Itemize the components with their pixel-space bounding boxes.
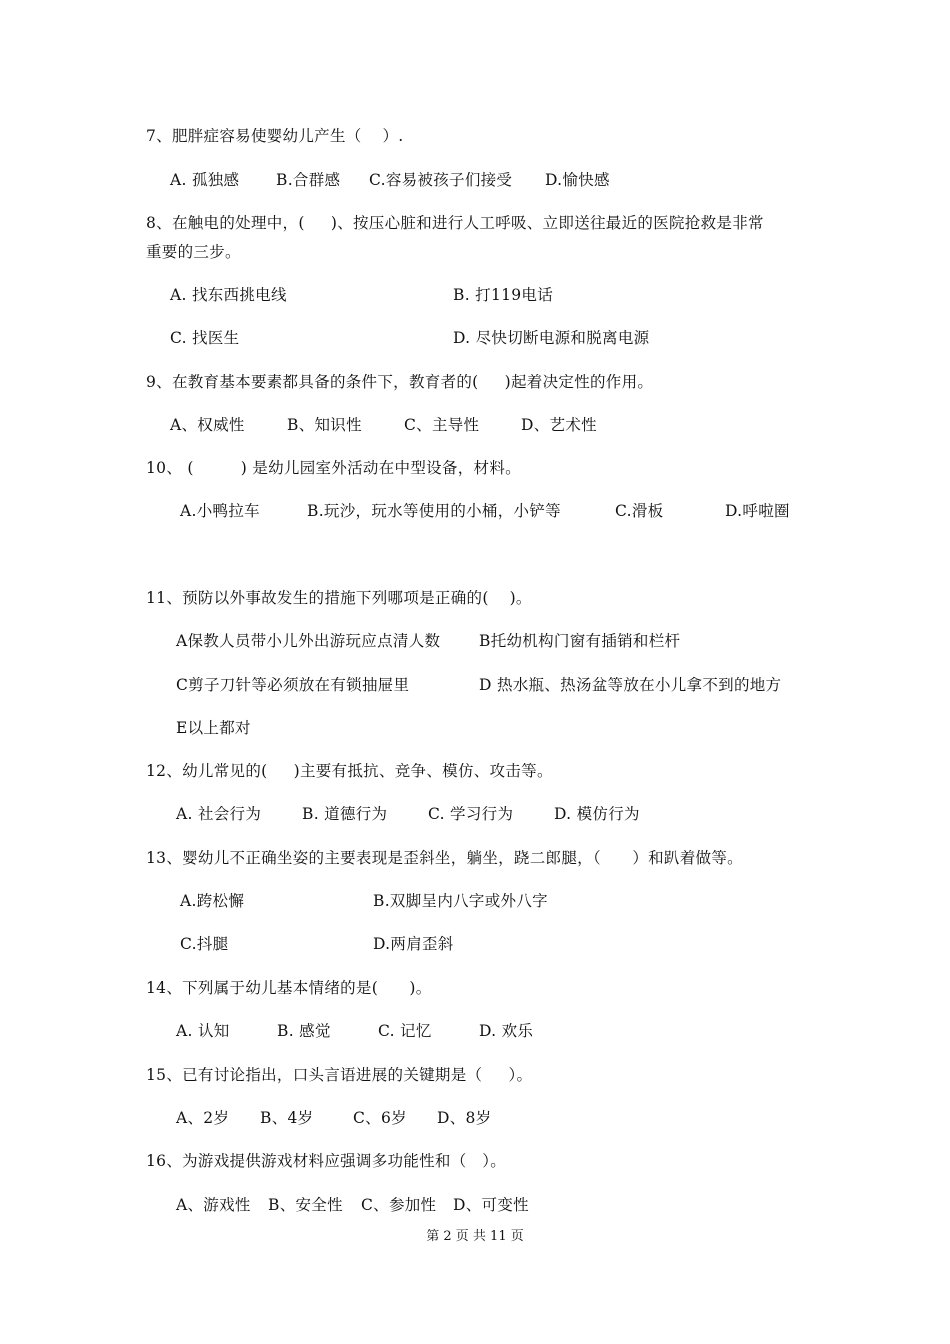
question-13-option-c: C.抖腿 <box>180 935 229 953</box>
question-10-option-a: A.小鸭拉车 <box>180 502 260 520</box>
question-14-option-c: C. 记忆 <box>378 1022 432 1040</box>
question-10-option-c: C.滑板 <box>615 502 664 520</box>
question-8-option-a: A. 找东西挑电线 <box>170 286 287 304</box>
question-13-option-d: D.两肩歪斜 <box>373 935 454 953</box>
question-7-option-c: C.容易被孩子们接受 <box>369 171 513 189</box>
question-10-stem: 10、 ( ) 是幼儿园室外活动在中型设备，材料。 <box>146 459 521 477</box>
question-11-option-d: D 热水瓶、热汤盆等放在小儿拿不到的地方 <box>479 676 782 694</box>
question-15-option-c: C、6岁 <box>353 1109 407 1127</box>
question-10-option-b: B.玩沙，玩水等使用的小桶，小铲等 <box>307 502 561 520</box>
question-14-option-d: D. 欢乐 <box>479 1022 534 1040</box>
question-12-option-a: A. 社会行为 <box>176 805 262 823</box>
question-16-option-d: D、可变性 <box>453 1196 529 1214</box>
question-16-stem: 16、为游戏提供游戏材料应强调多功能性和（ ）。 <box>146 1152 507 1170</box>
question-10-option-d: D.呼啦圈 <box>725 502 790 520</box>
question-12-option-b: B. 道德行为 <box>302 805 388 823</box>
question-8-stem-line2: 重要的三步。 <box>146 243 241 261</box>
question-14-option-a: A. 认知 <box>176 1022 230 1040</box>
question-15-option-b: B、4岁 <box>260 1109 314 1127</box>
question-16-option-b: B、安全性 <box>268 1196 343 1214</box>
question-7-option-a: A. 孤独感 <box>170 171 240 189</box>
question-11-option-c: C剪子刀针等必须放在有锁抽屉里 <box>176 676 410 694</box>
question-7-option-b: B.合群感 <box>276 171 341 189</box>
question-9-option-d: D、艺术性 <box>521 416 597 434</box>
question-16-option-a: A、游戏性 <box>176 1196 251 1214</box>
question-12-option-d: D. 模仿行为 <box>554 805 640 823</box>
question-8-stem-line1: 8、在触电的处理中，( )、按压心脏和进行人工呼吸、立即送往最近的医院抢救是非常 <box>146 214 764 232</box>
question-13-option-a: A.跨松懈 <box>180 892 245 910</box>
question-7-stem: 7、肥胖症容易使婴幼儿产生（ ）. <box>146 127 404 145</box>
question-8-option-c: C. 找医生 <box>170 329 240 347</box>
question-7-option-d: D.愉快感 <box>545 171 610 189</box>
question-15-stem: 15、已有讨论指出，口头言语进展的关键期是（ ）。 <box>146 1066 533 1084</box>
question-14-option-b: B. 感觉 <box>277 1022 331 1040</box>
question-9-option-c: C、主导性 <box>404 416 480 434</box>
question-11-option-e: E以上都对 <box>176 719 251 737</box>
question-12-option-c: C. 学习行为 <box>428 805 514 823</box>
question-15-option-a: A、2岁 <box>176 1109 230 1127</box>
question-15-option-d: D、8岁 <box>437 1109 492 1127</box>
question-8-option-b: B. 打119电话 <box>453 286 554 304</box>
question-13-option-b: B.双脚呈内八字或外八字 <box>373 892 548 910</box>
question-12-stem: 12、幼儿常见的( )主要有抵抗、竞争、模仿、攻击等。 <box>146 762 553 780</box>
page-footer: 第 2 页 共 11 页 <box>426 1229 524 1244</box>
question-11-option-a: A保教人员带小儿外出游玩应点清人数 <box>176 632 441 650</box>
question-13-stem: 13、婴幼儿不正确坐姿的主要表现是歪斜坐，躺坐，跷二郎腿，（ ）和趴着做等。 <box>146 849 743 867</box>
question-9-stem: 9、在教育基本要素都具备的条件下，教育者的( )起着决定性的作用。 <box>146 373 654 391</box>
question-16-option-c: C、参加性 <box>361 1196 437 1214</box>
question-8-option-d: D. 尽快切断电源和脱离电源 <box>453 329 650 347</box>
question-11-option-b: B托幼机构门窗有插销和栏杆 <box>479 632 681 650</box>
question-11-stem: 11、预防以外事故发生的措施下列哪项是正确的( )。 <box>146 589 532 607</box>
question-9-option-b: B、知识性 <box>287 416 362 434</box>
question-14-stem: 14、下列属于幼儿基本情绪的是( )。 <box>146 979 432 997</box>
question-9-option-a: A、权威性 <box>170 416 245 434</box>
